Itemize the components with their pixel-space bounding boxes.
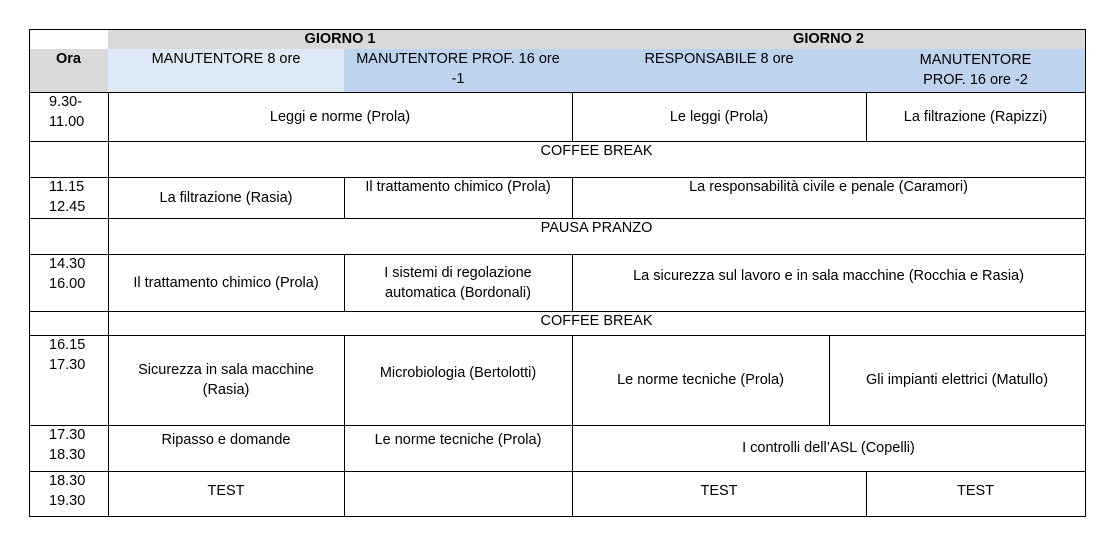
session-cell: Microbiologia (Bertolotti) [344, 335, 573, 426]
session-cell: Gli impianti elettrici (Matullo) [829, 335, 1086, 426]
time-start: 11.15 [49, 179, 85, 195]
time-cell-empty [29, 311, 109, 336]
time-cell [29, 177, 109, 219]
time-end: 12.45 [49, 199, 86, 215]
session-cell: Il trattamento chimico (Prola) [108, 254, 345, 312]
day1-header: GIORNO 1 [108, 29, 573, 50]
time-end: 16.00 [49, 276, 86, 292]
time-cell-empty [29, 218, 109, 255]
time-start: 16.15 [49, 337, 86, 353]
time-end: 17.30 [49, 357, 86, 373]
session-cell: Leggi e norme (Prola) [108, 92, 573, 142]
lunch-break: PAUSA PRANZO [108, 218, 1086, 255]
corner-cell [29, 29, 109, 50]
session-cell: TEST [866, 471, 1086, 517]
time-cell [29, 335, 109, 426]
session-cell: La sicurezza sul lavoro e in sala macchine (Rocchia e Rasia) [572, 254, 1086, 312]
time-start: 18.30 [49, 473, 86, 489]
session-cell: Le norme tecniche (Prola) [344, 425, 573, 472]
time-cell [29, 471, 109, 517]
time-cell [29, 425, 109, 472]
time-start: 9.30- [49, 94, 83, 110]
maint-prof2-header: MANUTENTORE PROF. 16 ore -2 [866, 49, 1086, 93]
time-cell-empty [29, 141, 109, 178]
session-cell: I sistemi di regolazione automatica (Bordonali) [344, 254, 573, 312]
session-cell: Le norme tecniche (Prola) [572, 335, 830, 426]
time-cell [29, 92, 109, 142]
coffee-break-2: COFFEE BREAK [108, 311, 1086, 336]
resp8-header: RESPONSABILE 8 ore [572, 49, 867, 93]
coffee-break-1: COFFEE BREAK [108, 141, 1086, 178]
day2-header: GIORNO 2 [572, 29, 1086, 50]
time-end: 11.00 [49, 114, 85, 130]
time-start: 17.30 [49, 427, 86, 443]
session-cell: I controlli dell’ASL (Copelli) [572, 425, 1086, 472]
ora-header: Ora [29, 49, 109, 93]
session-cell: La responsabilità civile e penale (Caramori) [572, 177, 1086, 219]
maint-prof1-header: MANUTENTORE PROF. 16 ore -1 [344, 49, 573, 93]
session-cell: TEST [108, 471, 345, 517]
session-cell-empty [344, 471, 573, 517]
session-cell: Le leggi (Prola) [572, 92, 867, 142]
time-cell [29, 254, 109, 312]
session-cell: TEST [572, 471, 867, 517]
session-cell: Ripasso e domande [108, 425, 345, 472]
time-end: 19.30 [49, 493, 86, 509]
session-cell: Il trattamento chimico (Prola) [344, 177, 573, 219]
session-cell: La filtrazione (Rasia) [108, 177, 345, 219]
session-cell: Sicurezza in sala macchine (Rasia) [108, 335, 345, 426]
time-end: 18.30 [49, 447, 86, 463]
time-start: 14.30 [49, 256, 86, 272]
maint8-header: MANUTENTORE 8 ore [108, 49, 345, 93]
session-cell: La filtrazione (Rapizzi) [866, 92, 1086, 142]
